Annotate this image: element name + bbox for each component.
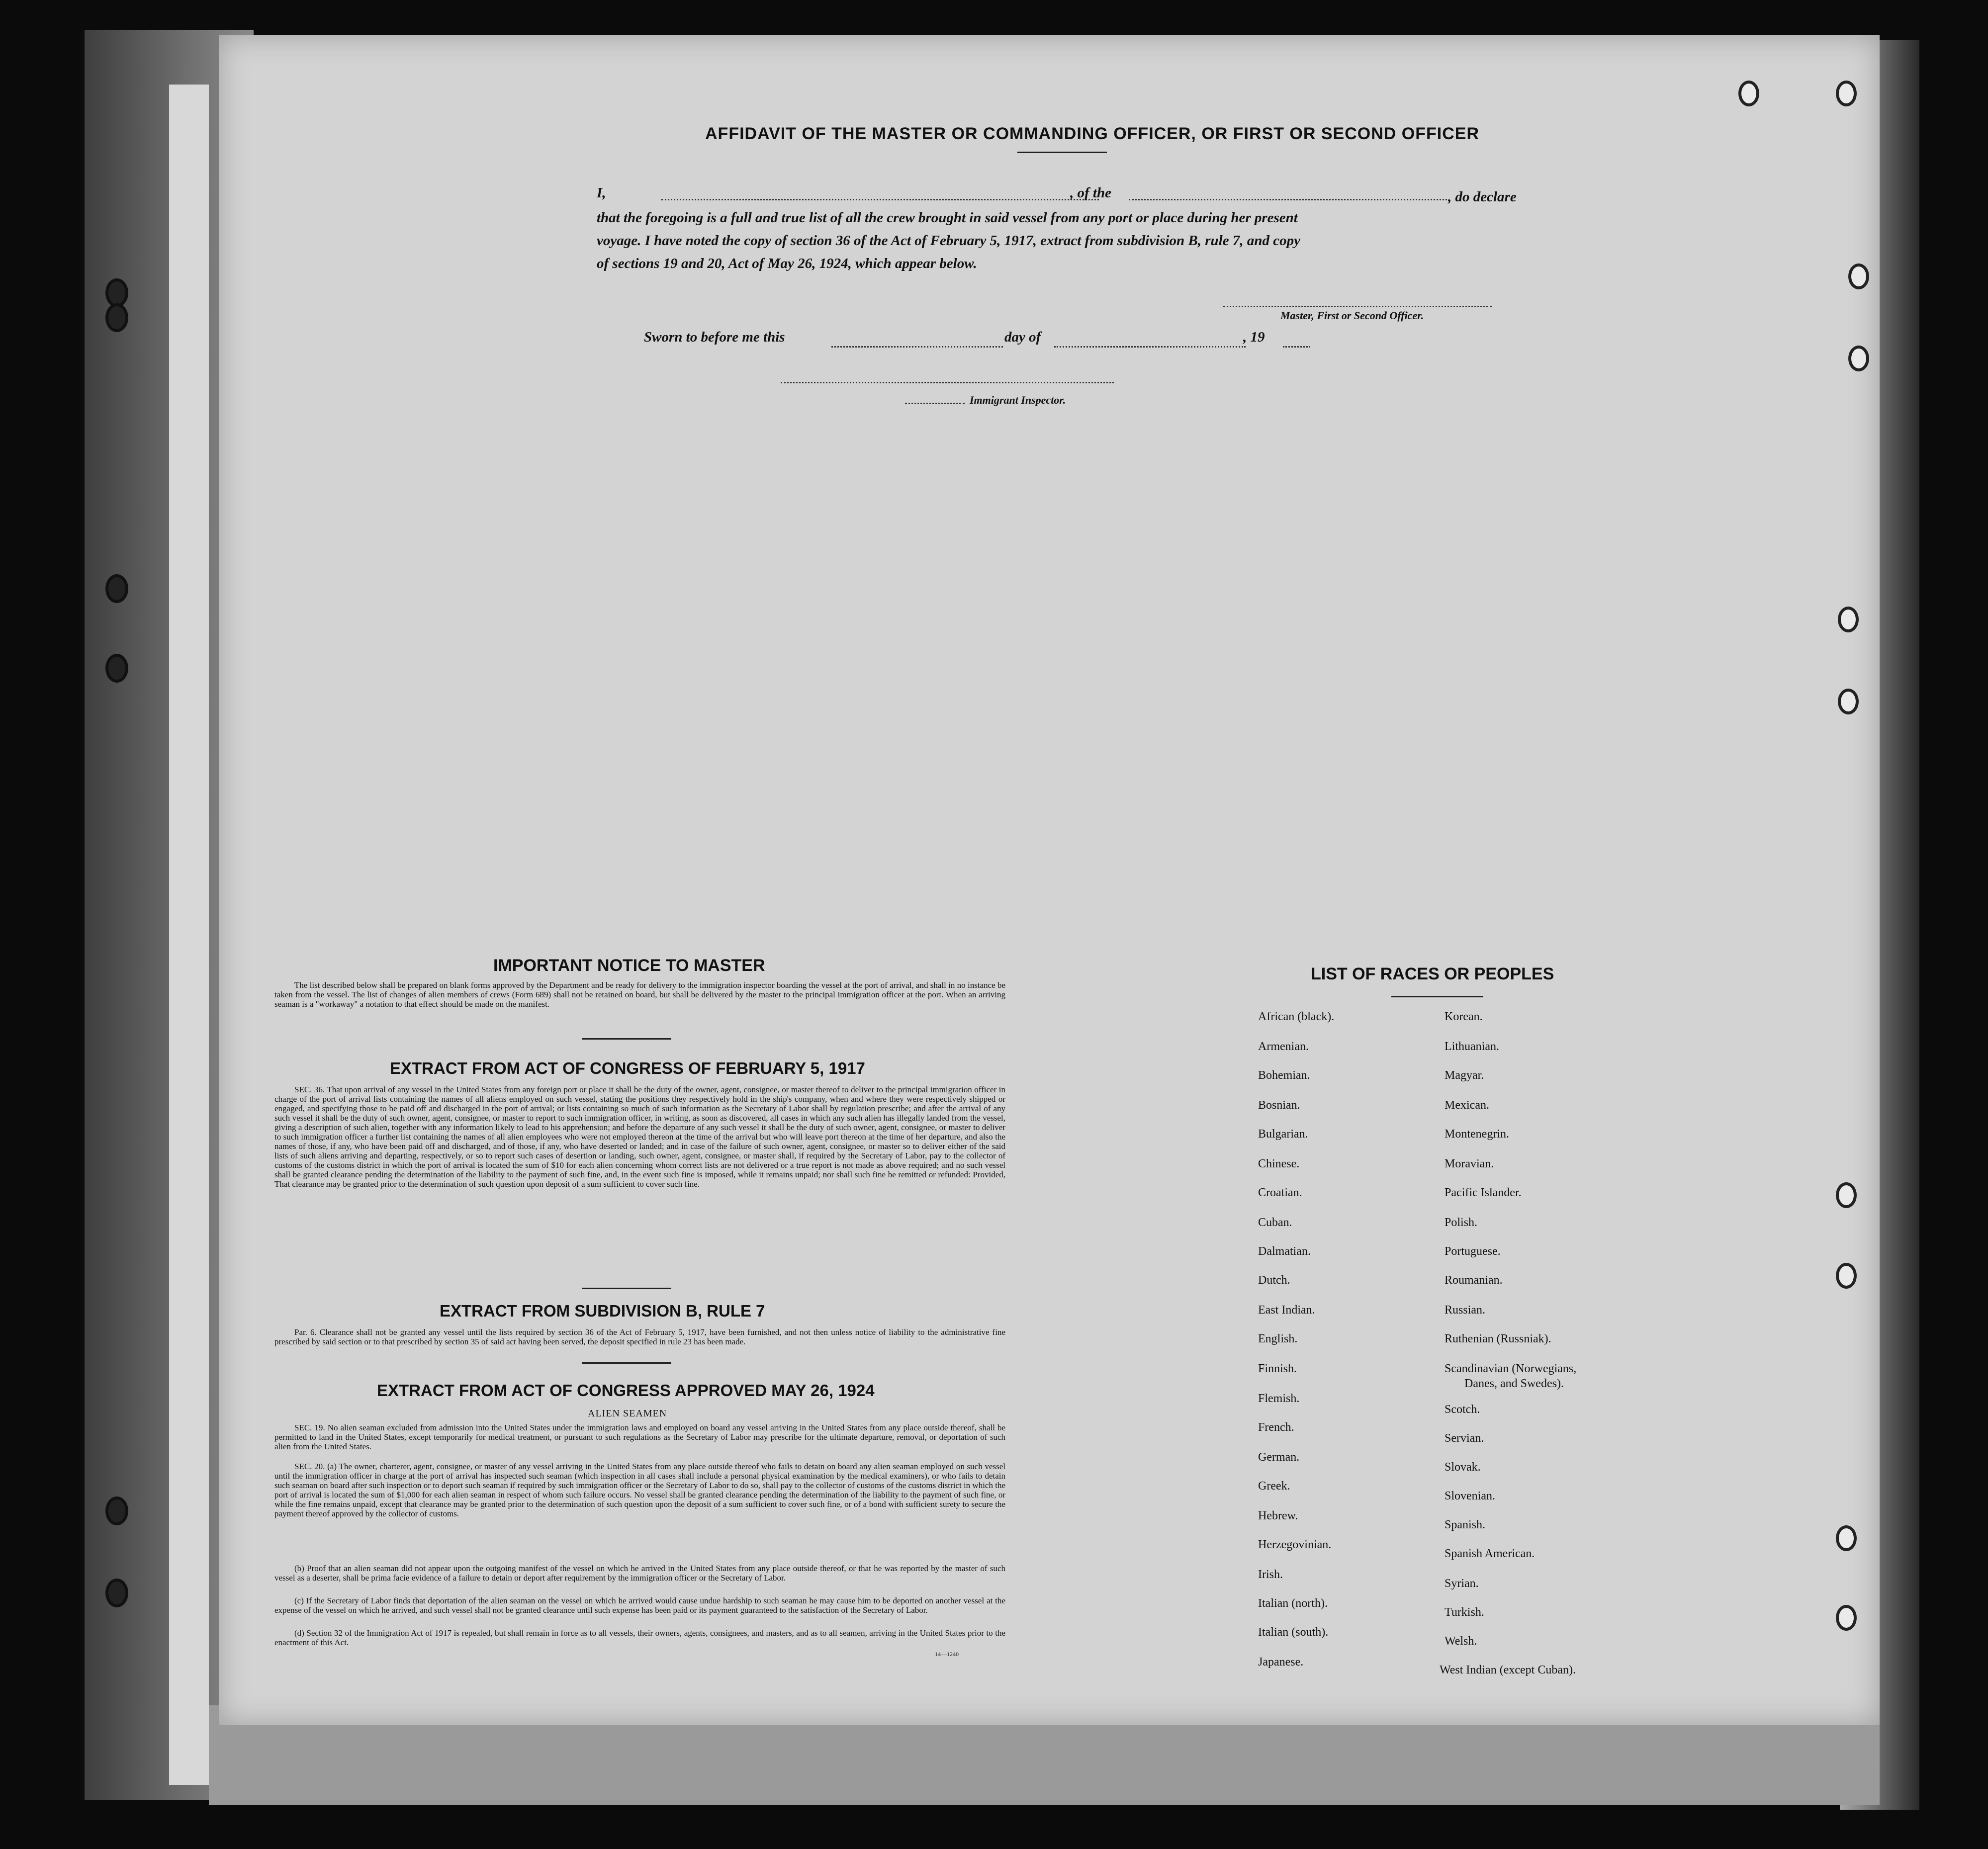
affidavit-title: AFFIDAVIT OF THE MASTER OR COMMANDING OFFICER, OR FIRST OR SECOND OFFICER [705, 124, 1479, 143]
race-right-item: Russian. [1445, 1304, 1486, 1317]
race-left-item: Cuban. [1258, 1216, 1292, 1229]
punch-hole-icon [1836, 1525, 1857, 1551]
punch-hole-icon [1838, 689, 1859, 714]
extract-rule7-title: EXTRACT FROM SUBDIVISION B, RULE 7 [440, 1302, 765, 1320]
race-right-item: Danes, and Swedes). [1464, 1377, 1564, 1390]
race-right-item: Mexican. [1445, 1099, 1489, 1112]
sec-20b-text: (b) Proof that an alien seaman did not appear upon the outgoing manifest of the vessel on which he arrived in the United States from any place outside thereof, or that he was reported by the master of such vessel as a deserter, shall be prima facie evidence of a failure to detain or deport after requirement by the immigration officer or the Secretary of Labor. [274, 1564, 1005, 1583]
race-left-item: Bosnian. [1258, 1099, 1300, 1112]
do-declare-label: , do declare [1448, 189, 1517, 205]
manifest-page [219, 35, 1880, 1725]
sworn-day-field[interactable] [831, 346, 1003, 348]
races-divider [1391, 996, 1483, 997]
race-right-item: Welsh. [1445, 1635, 1477, 1648]
race-right-item: Spanish. [1445, 1518, 1486, 1531]
vessel-name-field[interactable] [1129, 199, 1447, 200]
race-right-item: Korean. [1445, 1010, 1483, 1023]
of-the-label: , of the [1070, 185, 1111, 201]
section-divider [582, 1038, 671, 1040]
binder-hole-icon [105, 1579, 128, 1607]
race-right-item: Spanish American. [1445, 1547, 1535, 1560]
race-left-item: Greek. [1258, 1480, 1290, 1493]
sec-19-text: SEC. 19. No alien seaman excluded from admission into the United States under the immigration laws and employed on board any vessel arriving in the United States from any place outside thereof, shall be permitted to land in the United States, except temporarily for medical treatment, or pursuant to such regulations as the Secretary of Labor may prescribe for the ultimate departure, removal, or deportation of such alien from the United States. [274, 1423, 1005, 1451]
paper-strip-left [169, 85, 209, 1785]
notice-title: IMPORTANT NOTICE TO MASTER [493, 956, 765, 975]
race-right-item: Moravian. [1445, 1157, 1494, 1170]
race-right-item: Roumanian. [1445, 1274, 1503, 1287]
master-caption: Master, First or Second Officer. [1280, 309, 1424, 322]
affidavit-line-2: that the foregoing is a full and true list of all the crew brought in said vessel from any port or place during her present [597, 210, 1298, 226]
race-left-item: Japanese. [1258, 1656, 1304, 1669]
race-left-item: Herzegovinian. [1258, 1538, 1332, 1551]
day-of-label: day of [1004, 329, 1041, 345]
affidavit-declaration-line [597, 185, 606, 201]
race-right-item: Turkish. [1445, 1606, 1484, 1619]
race-right-item: Lithuanian. [1445, 1040, 1499, 1053]
race-right-item: Montenegrin. [1445, 1128, 1509, 1141]
race-left-item: Irish. [1258, 1568, 1283, 1581]
sec-20a-text: SEC. 20. (a) The owner, charterer, agent, consignee, or master of any vessel arriving in the United States from any place outside thereof who fails to detain on board any alien seaman employed on such vessel until the immigration officer in charge at the port of arrival has inspected such seaman (which inspection in all cases shall include a personal physical examination by the medical examiners), or who fails to detain such seaman on board after such inspection or to deport such seaman if required by such immigration officer or the Secretary of Labor to do so, shall pay to the collector of customs of the customs district in which the port of arrival is located the sum of $1,000 for each alien seaman in respect of whom such failure occurs. No vessel shall be granted clearance pending the determination of the liability to the payment of such fine, or while the fine remains unpaid, except that clearance may be granted prior to the determination of such question upon the deposit of a sum sufficient to cover such fine, or of a bond with sufficient surety to secure the payment thereof approved by the collector of customs. [274, 1462, 1005, 1518]
race-left-item: Bulgarian. [1258, 1128, 1308, 1141]
punch-hole-icon [1848, 346, 1869, 371]
race-right-item: Slovak. [1445, 1461, 1481, 1474]
race-left-item: Chinese. [1258, 1157, 1300, 1170]
races-title: LIST OF RACES OR PEOPLES [1311, 965, 1554, 983]
extract-rule7-text: Par. 6. Clearance shall not be granted any vessel until the lists required by section 36 of the Act of February 5, 1917, have been furnished, and not then unless notice of liability to the administrative fine prescribed by said section or to that prescribed by section 35 of said act having been served, the deposit specified in rule 23 has been made. [274, 1327, 1005, 1346]
race-right-item: Scotch. [1445, 1403, 1480, 1416]
affidavit-line-3: voyage. I have noted the copy of section 36 of the Act of February 5, 1917, extract from subdivision B, rule 7, and copy [597, 233, 1300, 249]
race-left-item: East Indian. [1258, 1304, 1315, 1317]
sworn-label: Sworn to before me this [644, 329, 785, 345]
sec-20d-text: (d) Section 32 of the Immigration Act of 1917 is repealed, but shall remain in force as to all vessels, their owners, agents, consignees, and masters, and as to all seamen, arriving in the United States prior to the enactment of this Act. [274, 1628, 1005, 1647]
i-label: I, [597, 185, 606, 201]
officer-name-field[interactable] [661, 199, 1099, 200]
race-left-item: Hebrew. [1258, 1509, 1298, 1522]
race-left-item: French. [1258, 1421, 1294, 1434]
inspector-signature-field[interactable] [781, 382, 1114, 383]
year-label: , 19 [1243, 329, 1265, 345]
section-divider [582, 1362, 671, 1364]
extract-1917-text: SEC. 36. That upon arrival of any vessel in the United States from any foreign port or place it shall be the duty of the owner, agent, consignee, or master thereof to deliver to the principal immigration officer in charge of the port of arrival lists containing the names of all aliens employed on such vessel, stating the positions they respectively hold in the ship's company, when and where they were respectively shipped or engaged, and specifying those to be paid off and discharged in the port of arrival; or lists containing so much of such information as the Secretary of Labor shall by regulation prescribe; and after the arrival of any such vessel it shall be the duty of such owner, agent, consignee, or master to report to such immigration officer, in writing, as soon as discovered, all cases in which any such alien has illegally landed from the vessel, giving a description of such alien, together with any information likely to lead to his apprehension; and before the departure of any such vessel it shall be the duty of such owner, agent, consignee, or master to deliver to such immigration officer a further list containing the names of all alien employees who were not employed thereon at the time of the arrival but who will leave port thereon at the time of her departure, and also the names of those, if any, who have been paid off and discharged, and of those, if any, who have deserted or landed; and in case of the failure of such owner, agent, consignee, or master so to deliver either of the said lists of such aliens arriving and departing, respectively, or so to report such cases of desertion or landing, such owner, agent, consignee, or master shall, if required by the Secretary of Labor, pay to the collector of customs of the customs district in which the port of arrival is located the sum of $10 for each alien concerning whom correct lists are not delivered or a true report is not made as above required; and no such vessel shall be granted clearance pending the determination of the liability to the payment of such fine, and, in the event such fine is imposed, while it remains unpaid; nor shall such fine be remitted or refunded: Provided, That clearance may be granted prior to the determination of such question upon deposit of a sum sufficient to cover such fine. [274, 1085, 1005, 1189]
punch-hole-icon [1836, 1182, 1857, 1208]
race-right-item: Pacific Islander. [1445, 1186, 1522, 1199]
race-left-item: Finnish. [1258, 1362, 1297, 1375]
binder-hole-icon [105, 303, 128, 332]
extract-1917-title: EXTRACT FROM ACT OF CONGRESS OF FEBRUARY 5, 1917 [390, 1059, 865, 1077]
race-left-item: Flemish. [1258, 1392, 1300, 1405]
punch-hole-icon [1836, 1605, 1857, 1631]
form-number: 14—1240 [935, 1651, 959, 1658]
race-right-item: Syrian. [1445, 1577, 1479, 1590]
binder-hole-icon [105, 1497, 128, 1525]
race-left-item: Armenian. [1258, 1040, 1309, 1053]
race-right-item: Scandinavian (Norwegians, [1445, 1362, 1577, 1375]
sworn-year-field[interactable] [1283, 346, 1310, 348]
race-left-item: English. [1258, 1332, 1298, 1345]
punch-hole-icon [1836, 81, 1857, 106]
race-right-item: Portuguese. [1445, 1245, 1501, 1258]
inspector-name-field[interactable] [905, 403, 965, 404]
title-divider [1017, 152, 1107, 153]
binder-hole-icon [105, 654, 128, 683]
punch-hole-icon [1738, 81, 1759, 106]
extract-1924-title: EXTRACT FROM ACT OF CONGRESS APPROVED MAY 26, 1924 [377, 1381, 875, 1400]
race-right-item: Servian. [1445, 1432, 1484, 1445]
binder-hole-icon [105, 574, 128, 603]
race-right-item: West Indian (except Cuban). [1440, 1664, 1576, 1676]
punch-hole-icon [1838, 607, 1859, 632]
inspector-caption: Immigrant Inspector. [970, 394, 1066, 406]
race-left-item: Italian (south). [1258, 1626, 1329, 1639]
section-divider [582, 1288, 671, 1289]
master-signature-field[interactable] [1223, 306, 1492, 307]
race-right-item: Slovenian. [1445, 1490, 1495, 1502]
sworn-month-field[interactable] [1054, 346, 1246, 348]
race-right-item: Ruthenian (Russniak). [1445, 1332, 1551, 1345]
punch-hole-icon [1836, 1263, 1857, 1289]
notice-text: The list described below shall be prepared on blank forms approved by the Department and be ready for delivery to the immigration inspector boarding the vessel at the port of arrival, and shall in no instance be taken from the vessel. The list of changes of alien members of crews (Form 689) shall not be retained on board, but shall be delivered by the master to the principal immigration officer at the port. When an arriving seaman is a "workaway" a notation to that effect should be made on the manifest. [274, 980, 1005, 1009]
race-left-item: African (black). [1258, 1010, 1335, 1023]
punch-hole-icon [1848, 264, 1869, 289]
alien-seamen-subtitle: ALIEN SEAMEN [588, 1408, 667, 1419]
race-left-item: Italian (north). [1258, 1597, 1328, 1610]
race-left-item: Dalmatian. [1258, 1245, 1311, 1258]
race-left-item: Dutch. [1258, 1274, 1290, 1287]
sec-20c-text: (c) If the Secretary of Labor finds that deportation of the alien seaman on the vessel on which he arrived would cause undue hardship to such seaman he may cause him to be deported on another vessel at the expense of the vessel on which he arrived, and such vessel shall not be granted clearance until such expense has been paid or its payment guaranteed to the satisfaction of the Secretary of Labor. [274, 1596, 1005, 1615]
race-left-item: Bohemian. [1258, 1069, 1310, 1082]
affidavit-line-4: of sections 19 and 20, Act of May 26, 1924, which appear below. [597, 256, 977, 271]
race-right-item: Magyar. [1445, 1069, 1484, 1082]
race-left-item: German. [1258, 1451, 1300, 1464]
race-left-item: Croatian. [1258, 1186, 1302, 1199]
race-right-item: Polish. [1445, 1216, 1478, 1229]
